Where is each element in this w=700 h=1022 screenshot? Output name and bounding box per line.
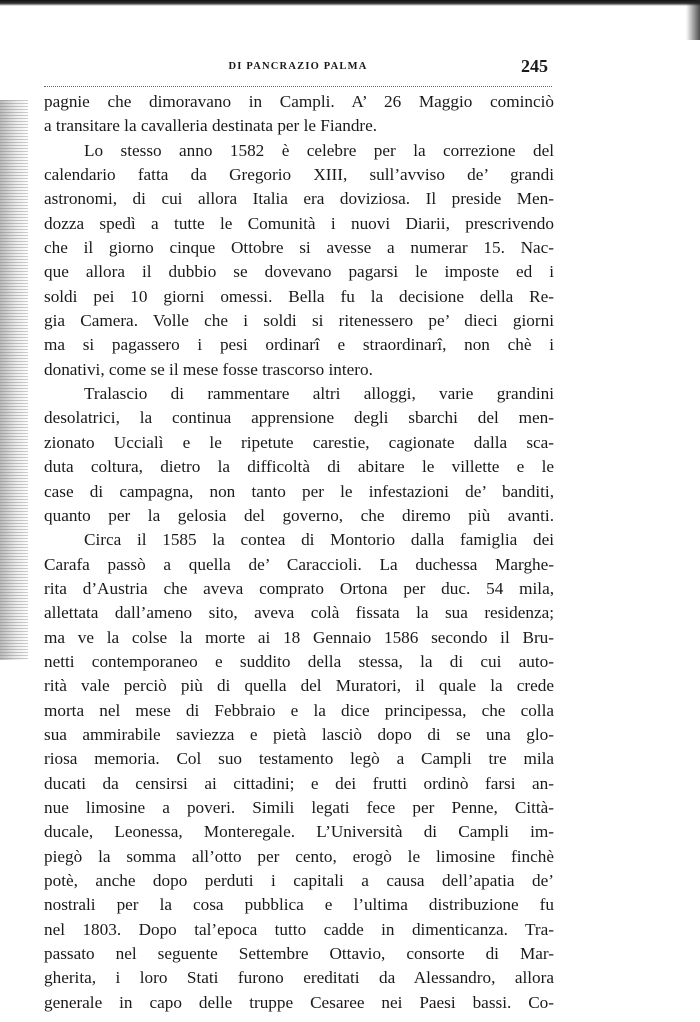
text-line: rita d’Austria che aveva comprato Ortona per duc. 54 mila, [44, 578, 554, 598]
text-line: duta coltura, dietro la difficoltà di abitare le villette e le [44, 457, 554, 477]
scan-top-edge [0, 0, 700, 6]
text-line: donativi, come se il mese fosse trascorso intero. [44, 359, 373, 379]
text-line: nue limosine a poveri. Simili legati fece per Penne, Città- [44, 797, 554, 817]
text-line: astronomi, di cui allora Italia era doviziosa. Il preside Men- [44, 189, 554, 209]
text-line: passato nel seguente Settembre Ottavio, consorte di Mar- [44, 944, 554, 964]
text-line-paragraph-start: Lo stesso anno 1582 è celebre per la correzione del [84, 140, 554, 160]
text-line: a transitare la cavalleria destinata per le Fiandre. [44, 116, 378, 136]
text-line: nostrali per la cosa pubblica e l’ultima distribuzione fu [44, 895, 554, 915]
text-line: sua ammirabile saviezza e pietà lasciò dopo di se una glo- [44, 724, 554, 744]
text-line: potè, anche dopo perduti i capitali a causa dell’apatia de’ [44, 871, 554, 890]
text-line: ducale, Leonessa, Monteregale. L’Università di Campli im- [44, 822, 554, 842]
text-line: gia Camera. Volle che i soldi si ritenessero pe’ dieci giorni [44, 311, 554, 331]
text-line-paragraph-start: Tralascio di rammentare altri alloggi, varie grandini [84, 384, 554, 404]
text-line: che il giorno cinque Ottobre si avesse a numerar 15. Nac- [44, 238, 554, 258]
text-line: morta nel mese di Febbraio e la dice principessa, che colla [44, 700, 554, 720]
text-line: riosa memoria. Col suo testamento legò a Campli tre mila [44, 749, 554, 769]
text-line: desolatrici, la continua apprensione degli sbarchi del men- [44, 408, 554, 428]
text-line-paragraph-start: Circa il 1585 la contea di Montorio dalla famiglia dei [84, 530, 554, 550]
text-line: zionato Uccialì e le ripetute carestie, cagionate dalla sca- [44, 432, 554, 452]
text-line: calendario fatta da Gregorio XIII, sull’avviso de’ grandi [44, 165, 554, 185]
running-head: DI PANCRAZIO PALMA [228, 61, 368, 72]
text-line: case di campagna, non tanto per le infestazioni de’ banditi, [44, 481, 554, 501]
text-line: pagnie che dimoravano in Campli. A’ 26 Maggio cominciò [44, 92, 554, 111]
text-line: ducati da censirsi ai cittadini; e dei frutti ordinò farsi an- [44, 773, 554, 793]
text-line: dozza spedì a tutte le Comunità i nuovi Diarii, prescrivendo [44, 213, 554, 233]
page-number: 245 [521, 56, 548, 76]
text-line: que allora il dubbio se dovevano pagarsi le imposte ed i [44, 262, 554, 282]
page-header [44, 58, 552, 87]
text-line: Carafa passò a quella de’ Caraccioli. La duchessa Marghe- [44, 554, 554, 574]
page-body-text [44, 90, 554, 1015]
text-line: generale in capo delle truppe Cesaree nei Paesi bassi. Co- [44, 992, 554, 1012]
text-line: rità vale perciò più di quella del Muratori, il quale la crede [44, 676, 554, 696]
text-line: netti contemporaneo e suddito della stessa, la di cui auto- [44, 651, 554, 671]
scan-corner-shadow [686, 0, 700, 40]
text-line: ma ve la colse la morte ai 18 Gennaio 1586 secondo il Bru- [44, 627, 554, 647]
text-line: allettata dall’ameno sito, aveva colà fissata la sua residenza; [44, 603, 554, 623]
text-line: nel 1803. Dopo tal’epoca tutto cadde in dimenticanza. Tra- [44, 919, 554, 939]
text-line: soldi pei 10 giorni omessi. Bella fu la decisione della Re- [44, 286, 554, 306]
text-line: piegò la somma all’otto per cento, erogò le limosine finchè [44, 846, 554, 866]
text-line: gherita, i loro Stati furono ereditati da Alessandro, allora [44, 968, 554, 988]
text-line: quanto per la gelosia del governo, che diremo più avanti. [44, 505, 554, 525]
text-line: ma si pagassero i pesi ordinarî e straordinarî, non chè i [44, 335, 554, 355]
scan-binding-shadow [0, 100, 28, 660]
